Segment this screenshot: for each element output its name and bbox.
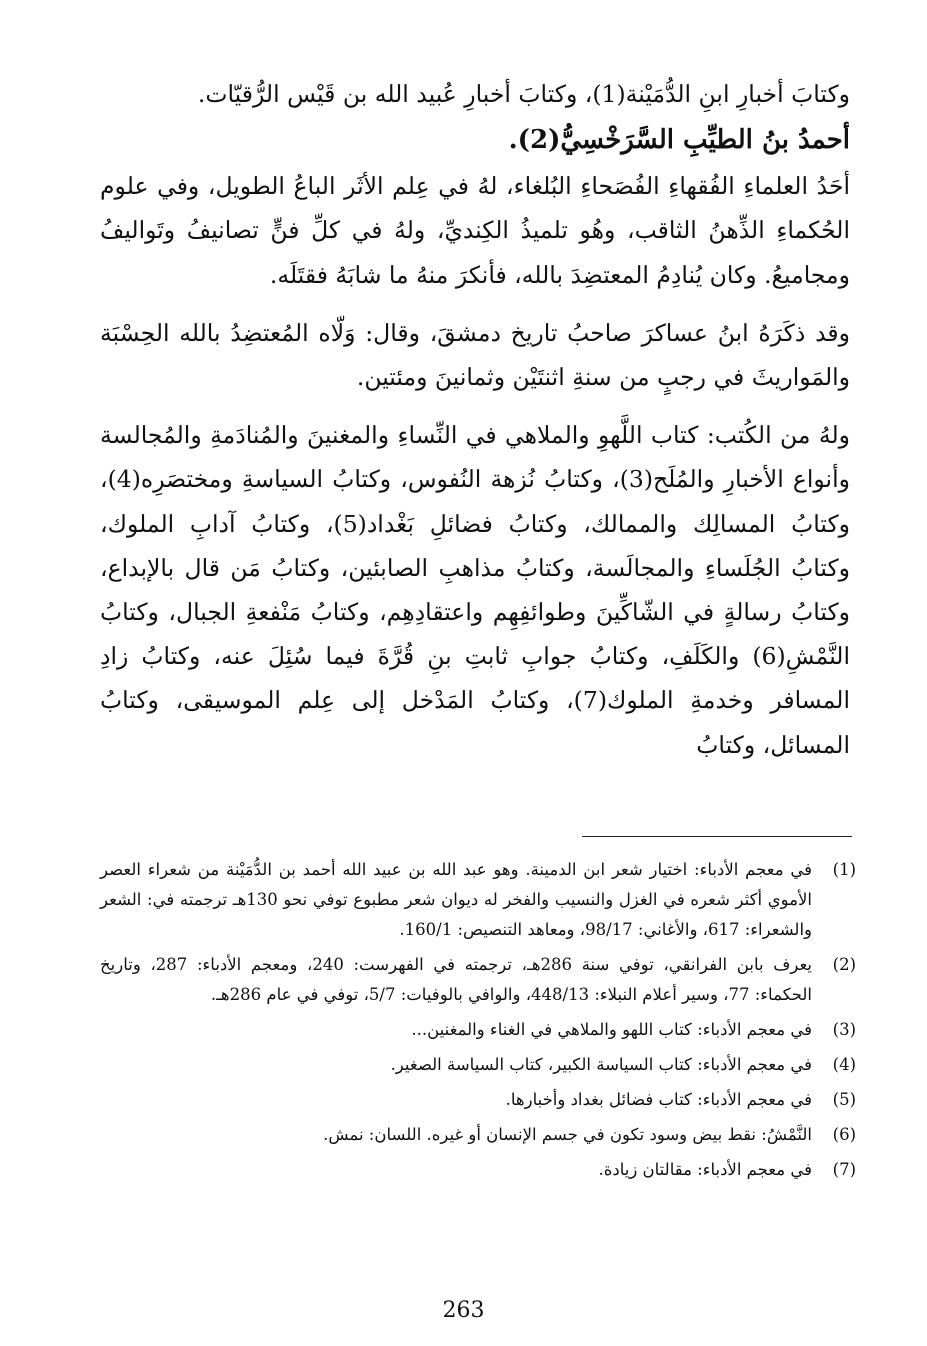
footnote-text: في معجم الأدباء: كتاب السياسة الكبير، كتاب السياسة الصغير. bbox=[390, 1055, 812, 1074]
footnote bbox=[100, 950, 856, 1010]
footnote-text: يعرف بابن الفرانقي، توفي سنة 286هـ، ترجمته في الفهرست: 240، ومعجم الأدباء: 287، وتاريخ الحكماء: 77، وسير أعلام النبلاء: 448/13، والوافي بالوفيات: 5/7، توفي في عام 286هـ. bbox=[100, 955, 812, 1004]
footnote-number: (4) bbox=[832, 1055, 856, 1074]
paragraph-continuation: وكتابَ أخبارِ ابنِ الدُّمَيْنة(1)، وكتابَ أخبارِ عُبيد الله بن قَيْس الرُّقيّات. bbox=[197, 80, 850, 108]
footnote bbox=[100, 1015, 856, 1045]
paragraph-ibn-asakir: وقد ذكَرَهُ ابنُ عساكرَ صاحبُ تاريخ دمشقَ، وقال: وَلّاه المُعتضِدُ بالله الحِسْبَة والمَواريثَ في رجبٍ من سنةِ اثنتَيْن وثمانينَ ومئتين. bbox=[100, 318, 850, 392]
footnote-number: (6) bbox=[832, 1125, 856, 1144]
footnote-number: (2) bbox=[832, 955, 856, 974]
main-text bbox=[100, 72, 850, 767]
footnote-number: (5) bbox=[832, 1090, 856, 1109]
paragraph-books: ولهُ من الكُتب: كتاب اللَّهوِ والملاهي في النِّساءِ والمغنينَ والمُنادَمةِ والمُجالسة وأنواع الأخبارِ والمُلَح(3)، وكتابُ نُزهة النُفوس، وكتابُ السياسةِ ومختصَرِه(4)، وكتابُ المسالِك والممالك، وكتابُ فضائلِ بَغْداد(5)، وكتابُ آدابِ الملوك، وكتابُ الجُلَساءِ والمجالَسة، وكتابُ مذاهبِ الصابئين، وكتابُ مَن قال بالإبداع، وكتابُ رسالةٍ في الشّاكِّينَ وطوائفِهِم واعتقادِهِم، وكتابُ مَنْفعةِ الجبال، وكتابُ النَّمْشِ(6) والكَلَفِ، وكتابُ جوابِ ثابتِ بنِ قُرَّةَ فيما سُئِلَ عنه، وكتابُ زادِ المسافر وخدمةِ الملوك(7)، وكتابُ المَدْخل إلى عِلم الموسيقى، وكتابُ المسائل، وكتابُ bbox=[100, 421, 850, 759]
footnote bbox=[100, 1120, 856, 1150]
footnote bbox=[100, 1050, 856, 1080]
paragraph-biography: أحَدُ العلماءِ الفُقهاءِ الفُصَحاءِ البُلغاء، لهُ في عِلم الأثَر الباعُ الطويل، وفي علوم الحُكماءِ الذِّهنُ الثاقب، وهُو تلميذُ الكِنديِّ، ولهُ في كلِّ فنٍّ تصانيفُ وتَواليفُ ومجاميعُ. وكان يُنادِمُ المعتضِدَ بالله، فأنكرَ منهُ ما شابَهُ فقتَلَه. bbox=[100, 172, 850, 289]
footnote-number: (7) bbox=[832, 1160, 856, 1179]
footnotes bbox=[100, 855, 856, 1190]
page-number: 263 bbox=[442, 1298, 485, 1323]
footnote-text: في معجم الأدباء: كتاب فضائل بغداد وأخبارها. bbox=[505, 1090, 812, 1109]
footnote bbox=[100, 1155, 856, 1185]
footnote-divider bbox=[582, 836, 852, 837]
footnote-text: في معجم الأدباء: مقالتان زيادة. bbox=[598, 1160, 812, 1179]
entry-heading: أحمدُ بنُ الطيِّبِ السَّرَخْسِيُّ(2). bbox=[508, 125, 850, 156]
footnote bbox=[100, 855, 856, 945]
footnote-text: النَّمْشُ: نقط بيض وسود تكون في جسم الإنسان أو غيره. اللسان: نمش. bbox=[323, 1125, 812, 1144]
footnote bbox=[100, 1085, 856, 1115]
footnote-number: (1) bbox=[832, 860, 856, 879]
footnote-text: في معجم الأدباء: كتاب اللهو والملاهي في الغناء والمغنين... bbox=[411, 1020, 812, 1039]
footnote-text: في معجم الأدباء: اختيار شعر ابن الدمينة. وهو عبد الله بن عبيد الله أحمد بن الدُّمَيْنة من شعراء العصر الأموي أكثر شعره في الغزل والنسيب والفخر له ديوان شعر مطبوع توفي نحو 130هـ ترجمته في: الشعر والشعراء: 617، والأغاني: 98/17، ومعاهد التنصيص: 160/1. bbox=[100, 860, 812, 939]
footnote-number: (3) bbox=[832, 1020, 856, 1039]
